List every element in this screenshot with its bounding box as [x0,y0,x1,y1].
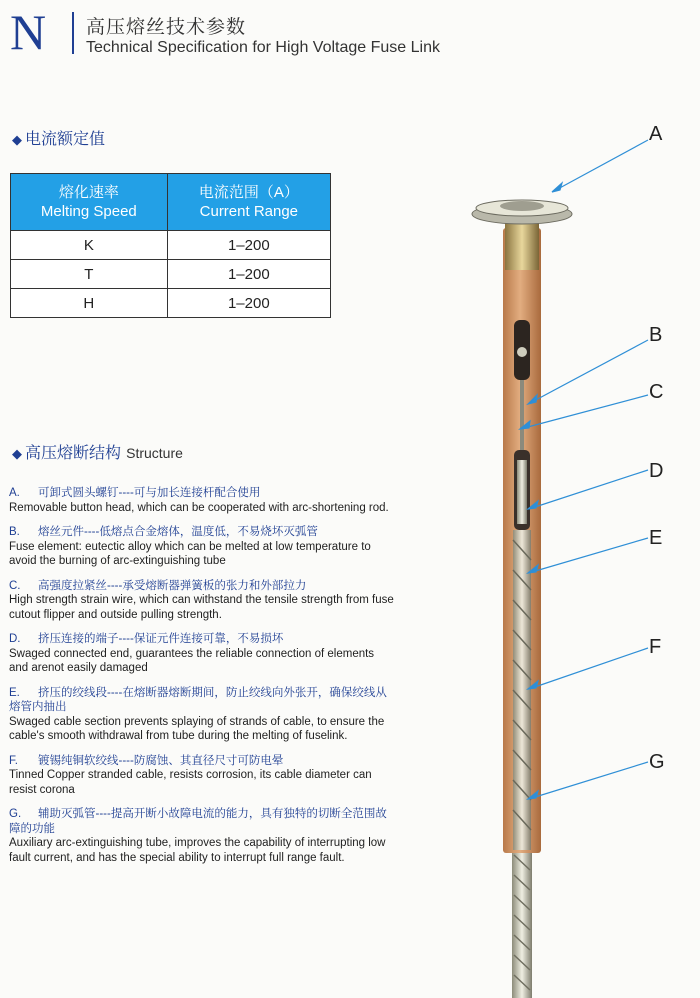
diamond-bullet-icon: ◆ [12,447,22,462]
table-row [11,289,331,318]
item-en: Swaged connected end, guarantees the reliable connection of elements and arenot easily damaged [9,647,375,674]
figure-label: A [649,123,663,145]
structure-list [9,486,394,875]
figure-label: D [649,460,664,482]
list-item [9,486,394,515]
table-cell: 1–200 [167,231,330,260]
header-cn: 熔化速率 [58,184,119,201]
list-item [9,632,394,676]
item-cn: 挤压连接的端子----保证元件连接可靠，不易损坏 [38,633,284,645]
current-rating-heading-text: 电流额定值 [25,129,106,148]
section-letter-logo: N [10,4,47,60]
item-en: Tinned Copper stranded cable, resists corrosion, its cable diameter can resist corona [9,769,372,796]
structure-heading-en: Structure [126,445,183,461]
table-cell: 1–200 [167,289,330,318]
item-en: Fuse element: eutectic alloy which can be melted at low temperature to avoid the burning of arc-extinguishing tube [9,540,371,567]
table-row [11,260,331,289]
header-cn: 电流范围（A） [198,184,299,201]
list-item [9,525,394,569]
structure-heading-text: 高压熔断结构 [25,443,122,462]
item-letter: A. [9,487,20,499]
table-cell: K [11,231,168,260]
table-cell: H [11,289,168,318]
item-letter: E. [9,686,20,699]
table-cell: 1–200 [167,260,330,289]
header-divider [72,12,74,54]
item-letter: D. [9,633,21,645]
figure-label: G [649,751,665,773]
diamond-bullet-icon: ◆ [12,133,22,148]
item-cn: 挤压的绞线段----在熔断器熔断期间，防止绞线向外张开，确保绞线从熔管内抽出 [9,686,387,713]
header-en: Melting Speed [40,203,137,220]
list-item [9,686,394,744]
item-letter: B. [9,526,20,538]
figure-label: E [649,527,663,549]
item-en: Swaged cable section prevents splaying of strands of cable, to ensure the cable's smooth withdrawal from tube during the melting of fuselink. [9,715,385,742]
page-title-cn: 高压熔丝技术参数 [86,16,247,38]
swaged-cable-section [513,530,531,850]
fuse-link-diagram [420,110,700,998]
item-cn: 熔丝元件----低熔点合金熔体，温度低，不易烧坏灭弧管 [38,526,318,538]
figure-label: F [649,636,662,658]
item-cn: 可卸式圆头螺钉----可与加长连接杆配合使用 [38,487,261,499]
item-en: Auxiliary arc-extinguishing tube, improves the capability of interrupting low fault current, and has the special ability to interrupt full range fault. [9,837,386,864]
stranded-cable-tail [512,848,532,998]
table-header-current-range [167,174,330,231]
item-letter: G. [9,808,22,820]
structure-heading [12,440,183,463]
current-rating-heading [12,126,105,149]
list-item [9,579,394,623]
current-range-table [10,173,331,318]
item-cn: 辅助灭弧管----提高开断小故障电流的能力，具有独特的切断全范围故障的功能 [9,808,387,835]
figure-label: C [649,381,664,403]
item-cn: 镀锡纯铜软绞线----防腐蚀、其直径尺寸可防电晕 [38,754,284,767]
list-item [9,807,394,865]
header-en: Current Range [199,203,299,220]
table-cell: T [11,260,168,289]
item-letter: F. [9,754,18,767]
item-en: Removable button head, which can be cooperated with arc-shortening rod. [9,501,389,514]
item-cn: 高强度拉紧丝----承受熔断器弹簧板的张力和外部拉力 [38,579,307,592]
list-item [9,754,394,798]
table-header-melting-speed [11,174,168,231]
table-row [11,231,331,260]
item-letter: C. [9,579,21,592]
page-title-en: Technical Specification for High Voltage Fuse Link [86,39,440,56]
figure-label: B [649,324,663,346]
button-head [472,200,572,224]
item-en: High strength strain wire, which can withstand the tensile strength from fuse cutout flipper and outside pulling strength. [9,594,394,621]
